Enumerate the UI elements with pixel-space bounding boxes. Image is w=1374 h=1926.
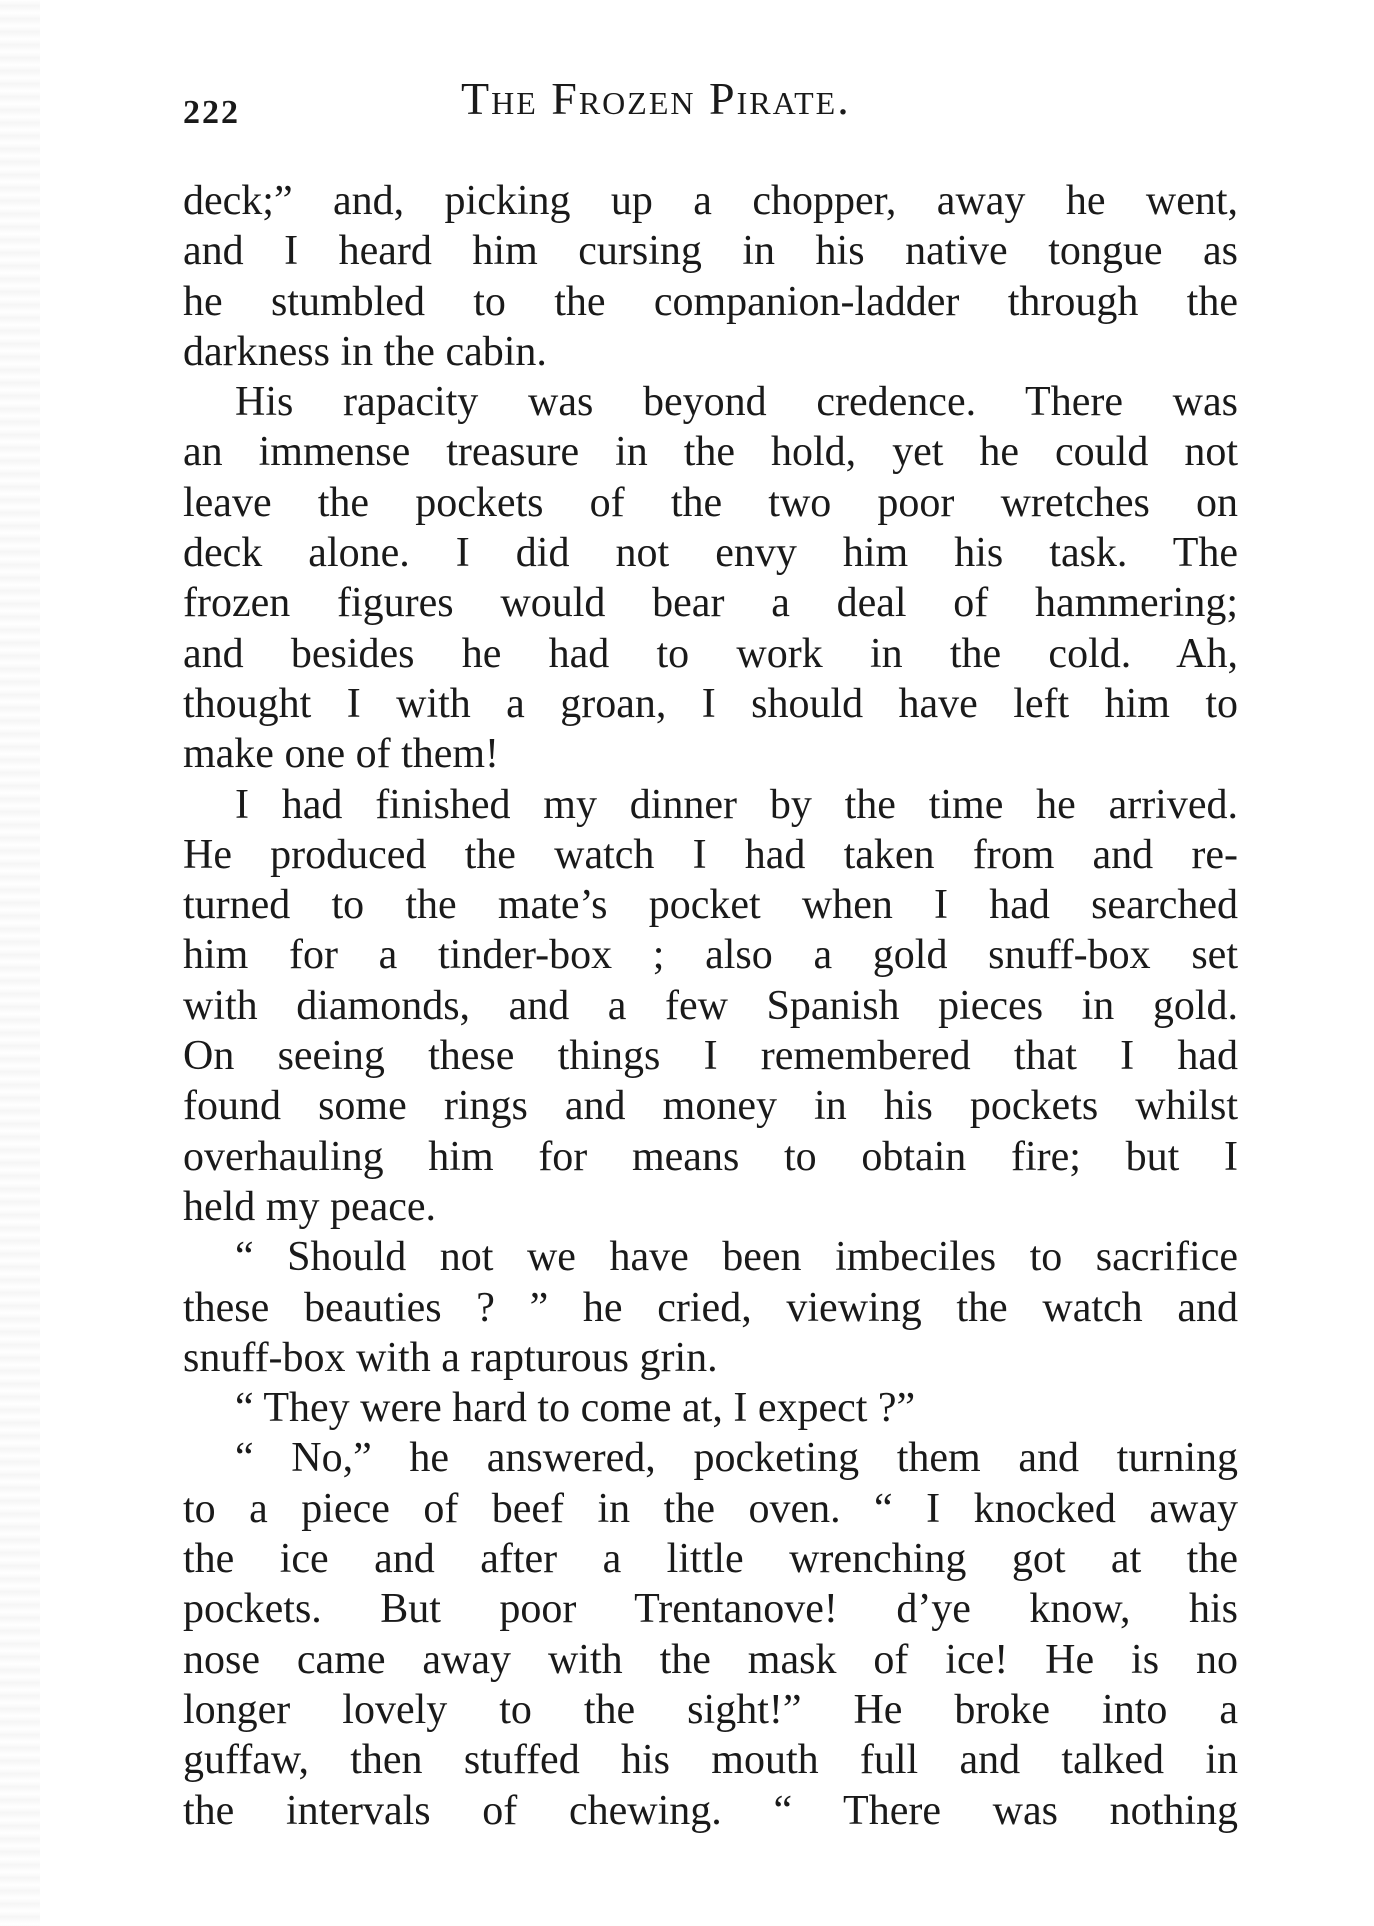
text-line: him for a tinder-box ; also a gold snuff-box set xyxy=(183,932,1238,979)
text-line: to a piece of beef in the oven. “ I knocked away xyxy=(183,1485,1238,1532)
text-line: deck;” and, picking up a chopper, away he went, xyxy=(183,178,1238,224)
body-text xyxy=(183,176,1238,1856)
text-line: turned to the mate’s pocket when I had searched xyxy=(183,882,1238,929)
text-line: held my peace. xyxy=(183,1183,437,1230)
text-line: I had finished my dinner by the time he arrived. xyxy=(235,781,1238,828)
text-line: “ No,” he answered, pocketing them and turning xyxy=(235,1435,1238,1482)
text-line: “ Should not we have been imbeciles to sacrifice xyxy=(235,1234,1238,1281)
text-line: make one of them! xyxy=(183,731,500,778)
text-line: with diamonds, and a few Spanish pieces in gold. xyxy=(183,982,1238,1029)
text-line: the ice and after a little wrenching got at the xyxy=(183,1536,1238,1583)
page-number: 222 xyxy=(183,94,240,131)
text-line: guffaw, then stuffed his mouth full and talked in xyxy=(183,1737,1238,1784)
text-line: On seeing these things I remembered that I had xyxy=(183,1033,1238,1080)
text-line: snuff-box with a rapturous grin. xyxy=(183,1334,718,1381)
text-line: thought I with a groan, I should have left him to xyxy=(183,680,1238,727)
running-title: The Frozen Pirate. xyxy=(461,73,851,124)
text-line: and besides he had to work in the cold. Ah, xyxy=(183,630,1238,677)
text-line: He produced the watch I had taken from and re- xyxy=(183,831,1238,878)
text-line: darkness in the cabin. xyxy=(183,328,547,375)
text-line: and I heard him cursing in his native tongue as xyxy=(183,228,1238,275)
text-line: the intervals of chewing. “ There was nothing xyxy=(183,1787,1238,1834)
text-line: longer lovely to the sight!” He broke into a xyxy=(183,1686,1238,1733)
text-line: leave the pockets of the two poor wretches on xyxy=(183,479,1238,526)
page-edge-shadow xyxy=(0,0,40,1926)
text-line: an immense treasure in the hold, yet he could not xyxy=(183,429,1238,476)
text-line: frozen figures would bear a deal of hammering; xyxy=(183,580,1238,627)
text-line: deck alone. I did not envy him his task. The xyxy=(183,530,1238,577)
text-line: these beauties ? ” he cried, viewing the watch and xyxy=(183,1284,1238,1331)
text-line: overhauling him for means to obtain fire; but I xyxy=(183,1133,1238,1180)
text-line: he stumbled to the companion-ladder through the xyxy=(183,278,1238,325)
text-line: nose came away with the mask of ice! He is no xyxy=(183,1636,1238,1683)
text-line: found some rings and money in his pockets whilst xyxy=(183,1083,1238,1130)
text-line: His rapacity was beyond credence. There was xyxy=(235,379,1238,426)
running-header xyxy=(183,64,1238,134)
text-line: pockets. But poor Trentanove! d’ye know, his xyxy=(183,1586,1238,1633)
text-line: “ They were hard to come at, I expect ?” xyxy=(235,1385,916,1432)
